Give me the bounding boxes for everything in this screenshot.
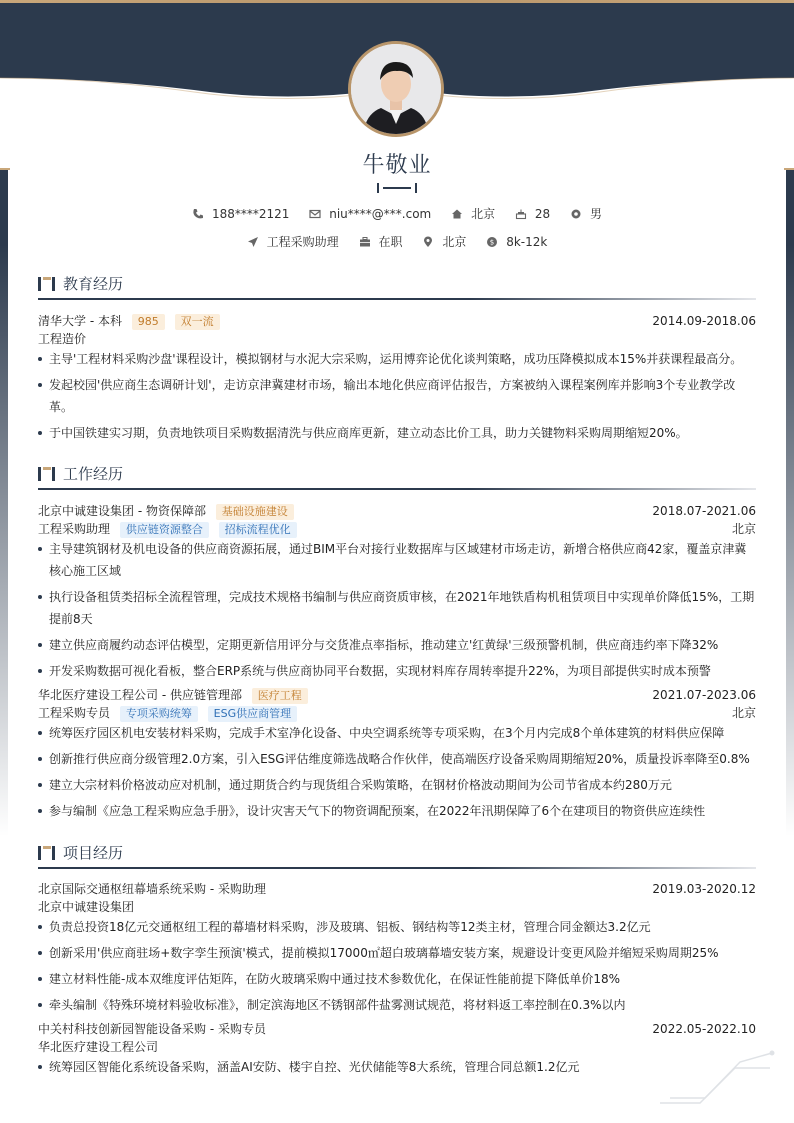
list-item: 统筹园区智能化系统设备采购，涵盖AI安防、楼宇自控、光伏储能等8大系统，管理合同总额1.2亿元 (38, 1056, 756, 1078)
skill-tag: ESG供应商管理 (208, 706, 297, 722)
send-icon (247, 236, 259, 248)
list-item: 参与编制《应急工程采购应急手册》，设计灾害天气下的物资调配预案，在2022年汛期保障了6个在建项目的物资供应连续性 (38, 800, 756, 822)
money-icon (486, 236, 498, 248)
avatar (348, 41, 444, 137)
education-period: 2014.09-2018.06 (652, 314, 756, 328)
candidate-name: 牛敬业 (362, 153, 432, 178)
education-header (38, 312, 756, 330)
company-name: 北京中诚建设集团 - 物资保障部 (38, 504, 206, 518)
section-title-education (38, 273, 756, 299)
project-title: 中关村科技创新园智能设备采购 - 采购专员 (38, 1022, 266, 1036)
work-period: 2018.07-2021.06 (652, 504, 756, 518)
gender-item (570, 205, 602, 222)
avatar-portrait-icon (351, 44, 441, 134)
work-role (38, 704, 756, 722)
work-city: 北京 (731, 522, 756, 536)
phone-value: 188****2121 (211, 206, 290, 221)
list-item: 统筹医疗园区机电安装材料采购，完成手术室净化设备、中央空调系统等专项采购，在3个月内完成8个单体建筑的材料供应保障 (38, 722, 756, 744)
skill-tag: 供应链资源整合 (120, 522, 209, 538)
school-tag: 双一流 (175, 314, 220, 330)
job-intent-row (0, 233, 794, 251)
list-item: 建立供应商履约动态评估模型，定期更新信用评分与交货准点率指标，推动建立'红黄绿'三级预警机制，供应商违约率下降32% (38, 634, 756, 656)
skill-tag: 专项采购统筹 (120, 706, 198, 722)
contact-row (0, 205, 794, 223)
position-item (247, 233, 339, 250)
email-value: niu****@***.com (329, 206, 432, 221)
name-divider-ornament (375, 182, 419, 194)
school-tag: 985 (132, 314, 165, 330)
project-org (38, 898, 756, 916)
project-period: 2022.05-2022.10 (652, 1022, 756, 1036)
school-name: 清华大学 - 本科 (38, 314, 122, 328)
list-item: 负责总投资18亿元交通枢纽工程的幕墙材料采购，涉及玻璃、铝板、钢结构等12类主材，管理合同金额达3.2亿元 (38, 916, 756, 938)
phone-icon (192, 208, 204, 220)
salary-value: 8k-12k (506, 234, 548, 249)
location-pin-icon (422, 236, 434, 248)
section-title-text: 工作经历 (63, 465, 124, 483)
left-side-band (0, 168, 8, 1123)
work-role (38, 520, 756, 538)
age-item (515, 207, 550, 221)
briefcase-icon (359, 236, 371, 248)
city-item (451, 205, 495, 222)
list-item: 发起校园'供应商生态调研计划'，走访京津冀建材市场，输出本地化供应商评估报告，方案被纳入课程案例库并影响3个专业教学改革。 (38, 374, 756, 418)
skill-tag: 招标流程优化 (219, 522, 297, 538)
project-org (38, 1038, 756, 1056)
section-title-project (38, 842, 756, 868)
top-gold-stripe (0, 0, 794, 3)
list-item: 牵头编制《特殊环境材料验收标准》，制定滨海地区不锈钢部件盐雾测试规范，将材料返工率控制在0.3%以内 (38, 994, 756, 1016)
industry-tag: 基础设施建设 (216, 504, 294, 520)
gender-value: 男 (590, 207, 603, 221)
age-value: 28 (534, 206, 551, 221)
list-item: 创新采用'供应商驻场+数字孪生预演'模式，提前模拟17000㎡超白玻璃幕墙安装方案，规避设计变更风险并缩短采购周期25% (38, 942, 756, 964)
position-value: 工程采购助理 (266, 235, 339, 249)
industry-tag: 医疗工程 (252, 688, 308, 704)
target-city-value: 北京 (442, 235, 467, 249)
phone-item (192, 207, 289, 221)
status-value: 在职 (378, 235, 403, 249)
right-side-band (786, 168, 794, 1123)
education-major (38, 330, 756, 348)
salary-item (486, 235, 547, 249)
city-value: 北京 (471, 207, 496, 221)
list-item: 建立大宗材料价格波动应对机制，通过期货合约与现货组合采购策略，在钢材价格波动期间为公司节省成本约280万元 (38, 774, 756, 796)
role-name: 工程采购专员 (38, 706, 111, 720)
target-city-item (422, 233, 466, 250)
list-item: 于中国铁建实习期，负责地铁项目采购数据清洗与供应商库更新，建立动态比价工具，助力关键物料采购周期缩短20%。 (38, 422, 756, 444)
work-city: 北京 (731, 706, 756, 720)
role-name: 工程采购助理 (38, 522, 111, 536)
list-item: 建立材料性能-成本双维度评估矩阵，在防火玻璃采购中通过技术参数优化，在保证性能前提下降低单价18% (38, 968, 756, 990)
cake-icon (515, 208, 527, 220)
section-title-text: 项目经历 (63, 844, 124, 862)
project-org-name: 北京中诚建设集团 (38, 900, 135, 914)
status-item (359, 233, 403, 250)
list-item: 主导'工程材料采购沙盘'课程设计，模拟钢材与水泥大宗采购，运用博弈论优化谈判策略，成功压降模拟成本15%并获课程最高分。 (38, 348, 756, 370)
work-period: 2021.07-2023.06 (652, 688, 756, 702)
project-header (38, 1020, 756, 1038)
email-item (309, 207, 431, 221)
mail-icon (309, 208, 321, 220)
home-icon (451, 208, 463, 220)
section-title-text: 教育经历 (63, 275, 124, 293)
svg-text:$: $ (489, 238, 495, 246)
project-header (38, 880, 756, 898)
list-item: 执行设备租赁类招标全流程管理，完成技术规格书编制与供应商资质审核，在2021年地铁盾构机租赁项目中实现单价降低15%，工期提前8天 (38, 586, 756, 630)
list-item: 开发采购数据可视化看板，整合ERP系统与供应商协同平台数据，实现材料库存周转率提升22%，为项目部提供实时成本预警 (38, 660, 756, 682)
section-title-work (38, 463, 756, 489)
major-name: 工程造价 (38, 332, 87, 346)
corner-line-ornament (660, 1048, 780, 1108)
list-item: 创新推行供应商分级管理2.0方案，引入ESG评估维度筛选战略合作伙伴，使高端医疗设备采购周期缩短20%，质量投诉率降至0.8% (38, 748, 756, 770)
project-title: 北京国际交通枢纽幕墙系统采购 - 采购助理 (38, 882, 266, 896)
project-period: 2019.03-2020.12 (652, 882, 756, 896)
gender-icon (570, 208, 582, 220)
list-item: 主导建筑钢材及机电设备的供应商资源拓展，通过BIM平台对接行业数据库与区域建材市场走访，新增合格供应商42家，覆盖京津冀核心施工区域 (38, 538, 756, 582)
project-org-name: 华北医疗建设工程公司 (38, 1040, 159, 1054)
work-header (38, 502, 756, 520)
company-name: 华北医疗建设工程公司 - 供应链管理部 (38, 688, 242, 702)
work-header (38, 686, 756, 704)
